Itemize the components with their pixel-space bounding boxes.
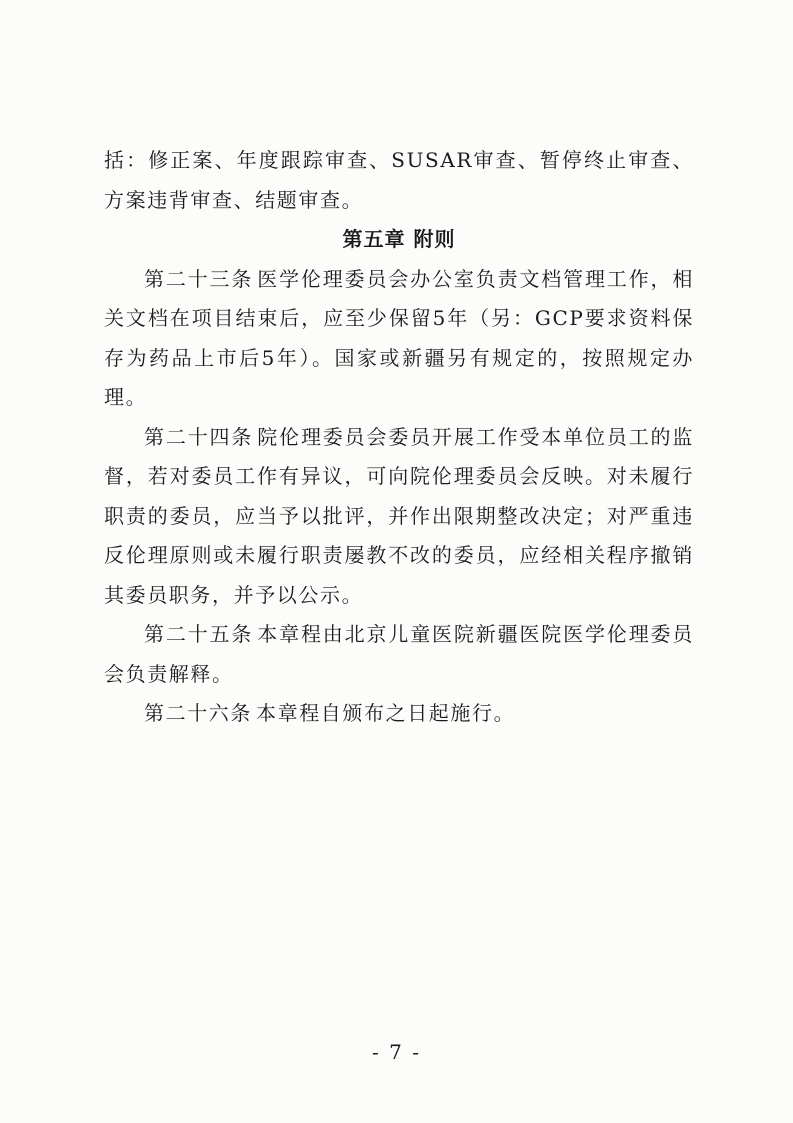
article-25-text: 本章程由北京儿童医院新疆医院医学伦理委员会负责解释。 [104, 622, 694, 686]
article-26 [104, 694, 694, 734]
page-number: - 7 - [372, 1040, 421, 1064]
article-26-number: 第二十六条 [144, 701, 252, 725]
article-26-text: 本章程自颁布之日起施行。 [256, 701, 516, 725]
article-23-number: 第二十三条 [144, 266, 254, 291]
continued-paragraph-text: 括：修正案、年度跟踪审查、SUSAR审查、暂停终止审查、方案违背审查、结题审查。 [104, 148, 694, 212]
article-24-text: 院伦理委员会委员开展工作受本单位员工的监督，若对委员工作有异议，可向院伦理委员会反映。对未履行职责的委员，应当予以批评，并作出限期整改决定；对严重违反伦理原则或未履行职责屡教不改的委员，应经相关程序撤销其委员职务，并予以公示。 [104, 424, 694, 607]
article-24-number: 第二十四条 [144, 424, 254, 449]
article-23 [104, 260, 694, 418]
article-25-number: 第二十五条 [144, 622, 254, 646]
article-24 [104, 418, 694, 616]
chapter-title: 第五章 附则 [342, 227, 456, 251]
article-25 [104, 615, 694, 694]
document-body [104, 141, 694, 734]
article-23-text: 医学伦理委员会办公室负责文档管理工作，相关文档在项目结束后，应至少保留5年（另：GCP要求资料保存为药品上市后5年）。国家或新疆另有规定的，按照规定办理。 [104, 266, 694, 409]
continued-paragraph [104, 141, 694, 220]
